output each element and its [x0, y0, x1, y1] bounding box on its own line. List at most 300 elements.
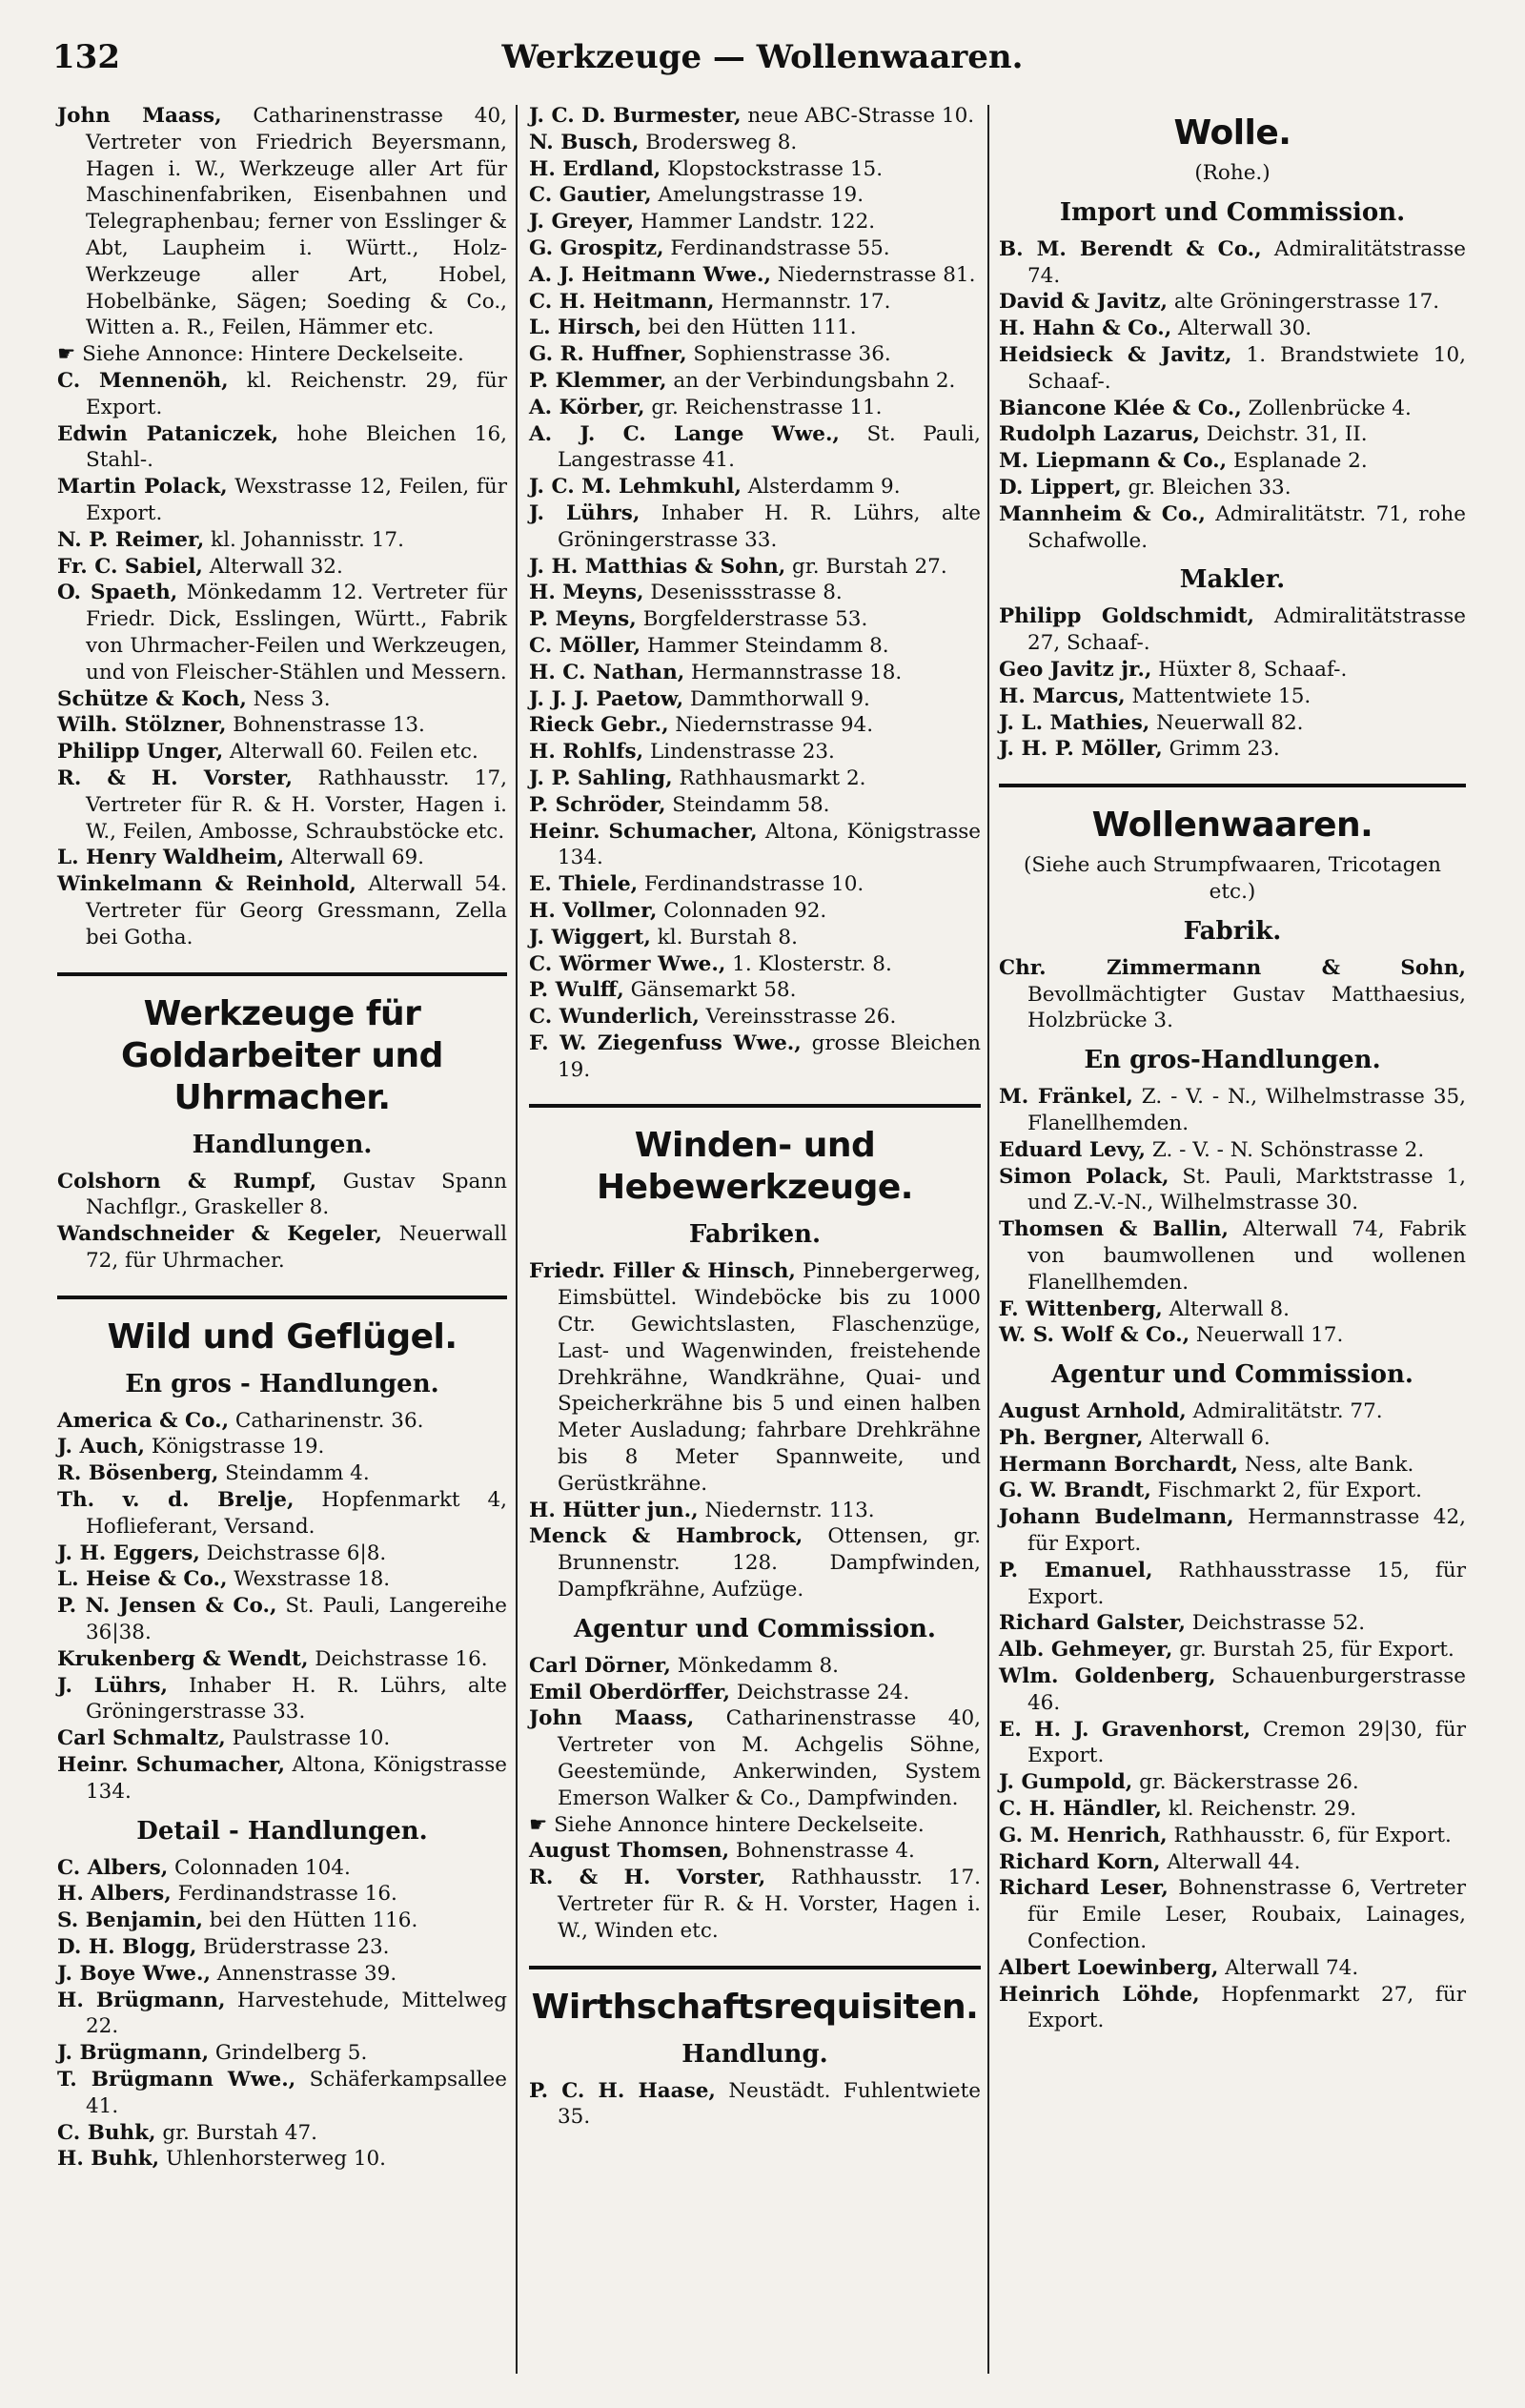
- directory-entry: [999, 448, 1466, 475]
- entry-details: Hopfenmarkt 4, Hoflieferant, Versand.: [86, 1488, 507, 1539]
- directory-entry: [529, 103, 981, 130]
- entry-name: H. Albers,: [57, 1882, 172, 1907]
- directory-entry: [999, 316, 1466, 342]
- entry-name: E. H. J. Gravenhorst,: [999, 1717, 1251, 1742]
- entry-details: Deichstrasse 6|8.: [199, 1541, 387, 1565]
- entry-name: P. Wulff,: [529, 978, 624, 1003]
- entry-name: C. H. Heitmann,: [529, 289, 715, 314]
- entry-name: Alb. Gehmeyer,: [999, 1638, 1173, 1663]
- entry-details: Bohnenstrasse 6, Vertreter für Emile Leser, Roubaix, Lainages, Confection.: [1027, 1876, 1466, 1954]
- subsection-heading: Handlung.: [681, 2039, 828, 2069]
- entry-name: A. Körber,: [529, 395, 645, 419]
- directory-entry: [57, 1541, 507, 1567]
- column-2: [529, 103, 981, 2131]
- column-divider: [516, 105, 518, 2374]
- entry-name: Geo Javitz jr.,: [999, 657, 1152, 682]
- directory-entry: [57, 1408, 507, 1435]
- directory-entry: [57, 765, 507, 845]
- entry-name: J. H. P. Möller,: [999, 737, 1163, 762]
- entry-details: Sophienstrasse 36.: [686, 342, 891, 367]
- directory-entry: [57, 1988, 507, 2041]
- entry-name: J. C. D. Burmester,: [529, 104, 742, 128]
- entry-name: J. P. Sahling,: [529, 765, 673, 790]
- entry-name: Eduard Levy,: [999, 1137, 1147, 1162]
- entry-details: Alterwall 54. Vertreter für Georg Gressmann, Zella bei Gotha.: [86, 872, 507, 949]
- directory-entry: [529, 395, 981, 421]
- directory-entry: [57, 1169, 507, 1222]
- entry-details: Fischmarkt 2, für Export.: [1150, 1479, 1422, 1503]
- directory-entry: [999, 421, 1466, 448]
- entry-name: Philipp Unger,: [57, 740, 224, 765]
- entry-name: J. Wiggert,: [529, 925, 651, 949]
- entry-details: Hopfenmarkt 27, für Export.: [1027, 1982, 1466, 2033]
- directory-entry: [529, 606, 981, 633]
- entry-details: Admiralitätstrasse 27, Schaaf-.: [1027, 604, 1466, 656]
- directory-entry: [57, 1855, 507, 1882]
- entry-details: kl. Reichenstr. 29, für Export.: [86, 368, 507, 419]
- entry-name: M. Fränkel,: [999, 1085, 1133, 1110]
- entry-details: Amelungstrasse 19.: [651, 183, 864, 208]
- directory-entry: [57, 1961, 507, 1988]
- directory-entry: [529, 1498, 981, 1524]
- entry-name: C. Mennenöh,: [57, 368, 229, 393]
- entry-name: H. Vollmer,: [529, 898, 658, 923]
- entry-details: an der Verbindungsbahn 2.: [666, 368, 956, 393]
- entry-details: Harvestehude, Mittelweg 22.: [86, 1988, 507, 2039]
- entry-name: H. Meyns,: [529, 581, 644, 605]
- entry-details: Z. - V. - N. Schönstrasse 2.: [1146, 1137, 1425, 1162]
- entry-details: Grindelberg 5.: [209, 2041, 368, 2066]
- entry-details: Admiralitätstr. 77.: [1186, 1399, 1383, 1424]
- directory-entry: [529, 1812, 981, 1839]
- entry-details: Hüxter 8, Schaaf-.: [1151, 657, 1348, 682]
- directory-entry: [529, 1258, 981, 1497]
- entry-details: Niedernstr. 113.: [698, 1498, 875, 1522]
- entry-name: Fr. C. Sabiel,: [57, 554, 203, 579]
- column-divider: [987, 105, 989, 2374]
- entry-details: Neuerwall 82.: [1149, 710, 1304, 735]
- directory-entry: [529, 819, 981, 872]
- directory-entry: [529, 1838, 981, 1865]
- entry-details: Deichstrasse 16.: [308, 1646, 488, 1671]
- directory-entry: [57, 527, 507, 554]
- entry-name: J. Greyer,: [529, 210, 635, 235]
- entry-details: 1. Brandstwiete 10, Schaaf-.: [1027, 342, 1466, 394]
- entry-details: Bohnenstrasse 13.: [226, 713, 425, 738]
- entry-details: Bevollmächtigter Gustav Matthaesius, Holzbrücke 3.: [1027, 982, 1466, 1033]
- directory-entry: [57, 474, 507, 527]
- entry-name: H. Hahn & Co.,: [999, 316, 1172, 341]
- subsection-heading: Makler.: [1179, 565, 1286, 595]
- directory-entry: [999, 1084, 1466, 1137]
- entry-details: Paulstrasse 10.: [225, 1726, 391, 1751]
- directory-entry: [57, 1934, 507, 1961]
- directory-entry: [999, 1610, 1466, 1637]
- section-note: (Siehe auch Strumpfwaaren, Tricotagen etc.): [1024, 853, 1441, 904]
- entry-name: P. Schröder,: [529, 792, 666, 817]
- directory-entry: [57, 2120, 507, 2147]
- directory-entry: [529, 289, 981, 316]
- entry-details: Klopstockstrasse 15.: [661, 156, 884, 181]
- directory-entry: [999, 1398, 1466, 1425]
- section-heading: Wirthschaftsrequisiten.: [531, 1987, 979, 2027]
- entry-details: Ottensen, gr. Brunnenstr. 128. Dampfwinden, Dampfkrähne, Aufzüge.: [558, 1524, 981, 1602]
- directory-entry: [999, 1137, 1466, 1164]
- entry-details: Pinnebergerweg, Eimsbüttel. Windeböcke bis zu 1000 Ctr. Gewichtslasten, Flaschenzüge, Last- und Wagenwinden, freistehende Drehkrähne, Wandkrähne, Quai- und Speicherkrähne bis 5 und einen halben Meter Ausladung; fahrbare Drehkrähne bis 8 Meter Spannweite, und Gerüstkrähne.: [558, 1259, 981, 1496]
- entry-details: Ferdinandstrasse 55.: [663, 235, 890, 260]
- section-heading: Wollenwaaren.: [1091, 806, 1373, 846]
- directory-entry: [57, 1221, 507, 1275]
- entry-details: Grimm 23.: [1162, 737, 1280, 762]
- entry-name: C. Buhk,: [57, 2120, 156, 2145]
- directory-entry: [529, 368, 981, 395]
- entry-details: Altona, Königstrasse 134.: [558, 819, 981, 870]
- entry-name: N. P. Reimer,: [57, 527, 205, 552]
- entry-name: Krukenberg & Wendt,: [57, 1646, 309, 1671]
- entry-name: H. Marcus,: [999, 684, 1126, 708]
- entry-details: Alterwall 60. Feilen etc.: [223, 740, 478, 765]
- entry-details: Catharinenstrasse 40, Vertreter von Friedrich Beyersmann, Hagen i. W., Werkzeuge aller Art für Maschinenfabriken, Eisenbahnen und Telegraphenbau; ferner von Esslinger & Abt, Laupheim i. Württ., Holz-Werkzeuge aller Art, Hobel, Hobelbänke, Sägen; Soeding & Co., Witten a. R., Feilen, Hämmer etc.: [86, 104, 507, 340]
- directory-entry: [999, 1164, 1466, 1217]
- entry-name: Edwin Pataniczek,: [57, 421, 279, 446]
- entry-name: Schütze & Koch,: [57, 686, 247, 711]
- directory-entry: [529, 792, 981, 819]
- directory-entry: [57, 580, 507, 685]
- subsection-heading: Import und Commission.: [1059, 197, 1406, 227]
- entry-details: gr. Burstah 25, für Export.: [1172, 1638, 1454, 1663]
- entry-details: St. Pauli, Marktstrasse 1, und Z.-V.-N., Wilhelmstrasse 30.: [1027, 1164, 1466, 1215]
- directory-entry: [57, 421, 507, 475]
- entry-details: Ferdinandstrasse 10.: [638, 872, 864, 897]
- directory-entry: [57, 1881, 507, 1908]
- entry-details: St. Pauli, Langereihe 36|38.: [86, 1594, 507, 1645]
- directory-entry: [529, 739, 981, 765]
- entry-details: neue ABC-Strasse 10.: [741, 104, 975, 128]
- section-heading: Werkzeuge für Goldarbeiter und Uhrmacher.: [121, 993, 443, 1117]
- entry-name: Richard Korn,: [999, 1849, 1161, 1874]
- directory-entry: [999, 1955, 1466, 1982]
- entry-details: Neuerwall 72, für Uhrmacher.: [86, 1222, 507, 1273]
- section-heading: Winden- und Hebewerkzeuge.: [597, 1126, 913, 1208]
- entry-details: kl. Reichenstr. 29.: [1162, 1797, 1357, 1822]
- entry-name: P. Klemmer,: [529, 368, 667, 393]
- directory-entry: [999, 501, 1466, 555]
- entry-name: Th. v. d. Brelje,: [57, 1488, 295, 1513]
- entry-name: P. Emanuel,: [999, 1558, 1153, 1582]
- entry-details: gr. Burstah 27.: [785, 554, 947, 579]
- directory-entry: [529, 156, 981, 183]
- directory-entry: [57, 1673, 507, 1726]
- entry-name: August Thomsen,: [529, 1839, 730, 1864]
- entry-name: H. Buhk,: [57, 2147, 160, 2172]
- entry-details: Desenissstrasse 8.: [643, 581, 843, 605]
- entry-details: Niedernstrasse 94.: [668, 713, 874, 738]
- directory-entry: [57, 341, 507, 368]
- entry-details: Annenstrasse 39.: [210, 1961, 397, 1986]
- entry-name: Heidsieck & Javitz,: [999, 342, 1232, 367]
- entry-name: J. L. Mathies,: [999, 710, 1150, 735]
- entry-name: P. N. Jensen & Co.,: [57, 1594, 277, 1619]
- entry-name: H. Rohlfs,: [529, 740, 644, 765]
- entry-details: Mattentwiete 15.: [1125, 684, 1312, 708]
- entry-name: Chr. Zimmermann & Sohn,: [999, 955, 1466, 980]
- entry-name: Wilh. Stölzner,: [57, 713, 227, 738]
- entry-name: J. H. Eggers,: [57, 1541, 200, 1565]
- entry-name: Carl Dörner,: [529, 1653, 671, 1678]
- entry-name: G. R. Huffner,: [529, 342, 687, 367]
- section-heading: Wolle.: [1173, 113, 1291, 153]
- directory-entry: [999, 396, 1466, 422]
- directory-entry: [57, 712, 507, 739]
- entry-name: L. Hirsch,: [529, 316, 642, 340]
- running-title: Werkzeuge — Wollenwaaren.: [501, 38, 1024, 76]
- entry-name: August Arnhold,: [999, 1399, 1187, 1424]
- entry-name: F. W. Ziegenfuss Wwe.,: [529, 1031, 802, 1055]
- entry-details: Alterwall 8.: [1162, 1296, 1290, 1321]
- directory-entry: [999, 236, 1466, 290]
- entry-name: L. Henry Waldheim,: [57, 846, 285, 870]
- entry-details: Deichstrasse 52.: [1185, 1611, 1366, 1636]
- entry-details: Dammthorwall 9.: [683, 686, 870, 711]
- directory-entry: [529, 686, 981, 713]
- entry-details: Zollenbrücke 4.: [1241, 396, 1412, 420]
- column-3: [999, 103, 1466, 2034]
- entry-name: J. Lührs,: [57, 1673, 169, 1698]
- directory-entry: [999, 657, 1466, 684]
- entry-details: Hermannstrasse 42, für Export.: [1027, 1505, 1467, 1557]
- entry-name: F. Wittenberg,: [999, 1296, 1163, 1321]
- section-note: (Rohe.): [1194, 161, 1271, 185]
- entry-name: Winkelmann & Reinhold,: [57, 872, 356, 897]
- directory-entry: [999, 475, 1466, 501]
- entry-name: N. Busch,: [529, 130, 640, 154]
- subsection-heading: Fabriken.: [688, 1220, 822, 1250]
- directory-entry: [999, 1796, 1466, 1823]
- directory-entry: [529, 765, 981, 792]
- entry-details: Niedernstrasse 81.: [770, 262, 976, 287]
- entry-details: Brüderstrasse 23.: [196, 1935, 390, 1960]
- entry-name: B. M. Berendt & Co.,: [999, 236, 1262, 261]
- directory-entry: [529, 633, 981, 660]
- entry-name: P. C. H. Haase,: [529, 2078, 716, 2103]
- entry-name: Wlm. Goldenberg,: [999, 1664, 1216, 1689]
- directory-entry: [57, 2067, 507, 2120]
- entry-details: Catharinenstr. 36.: [229, 1408, 424, 1433]
- directory-entry: [529, 341, 981, 368]
- entry-name: L. Heise & Co.,: [57, 1567, 228, 1592]
- entry-details: Cremon 29|30, für Export.: [1027, 1717, 1466, 1768]
- directory-entry: [57, 1566, 507, 1593]
- entry-name: Heinrich Löhde,: [999, 1982, 1200, 2007]
- entry-name: W. S. Wolf & Co.,: [999, 1323, 1190, 1348]
- directory-entry: [529, 235, 981, 262]
- entry-details: Ness 3.: [246, 686, 331, 711]
- entry-details: Alterwall 44.: [1160, 1849, 1301, 1874]
- directory-entry: [999, 1452, 1466, 1479]
- entry-details: ☛ Siehe Annonce: Hintere Deckelseite.: [57, 342, 464, 367]
- entry-name: C. Wörmer Wwe.,: [529, 951, 726, 976]
- directory-entry: [57, 1725, 507, 1752]
- directory-entry: [529, 1865, 981, 1944]
- directory-entry: [529, 977, 981, 1004]
- entry-name: Wandschneider & Kegeler,: [57, 1222, 382, 1247]
- entry-details: Hammer Steindamm 8.: [640, 633, 889, 658]
- entry-details: Colonnaden 104.: [168, 1855, 351, 1880]
- entry-name: Menck & Hambrock,: [529, 1524, 803, 1549]
- directory-entry: [57, 368, 507, 421]
- entry-details: ☛ Siehe Annonce hintere Deckelseite.: [529, 1812, 925, 1837]
- entry-name: J. Brügmann,: [57, 2041, 210, 2066]
- directory-entry: [529, 871, 981, 898]
- directory-entry: [57, 1593, 507, 1646]
- entry-name: M. Liepmann & Co.,: [999, 449, 1228, 474]
- directory-entry: [529, 898, 981, 925]
- entry-name: Simon Polack,: [999, 1164, 1169, 1189]
- entry-details: Wexstrasse 18.: [227, 1567, 391, 1592]
- entry-details: Schauenburgerstrasse 46.: [1027, 1664, 1466, 1715]
- entry-name: C. Möller,: [529, 633, 641, 658]
- entry-details: Neuerwall 17.: [1190, 1323, 1344, 1348]
- entry-name: R. & H. Vorster,: [57, 765, 294, 790]
- directory-entry: [57, 1487, 507, 1541]
- directory-entry: [529, 1705, 981, 1811]
- entry-details: Ferdinandstrasse 16.: [171, 1882, 397, 1907]
- directory-entry: [999, 1322, 1466, 1349]
- entry-details: Vereinsstrasse 26.: [699, 1005, 897, 1030]
- entry-details: Inhaber H. R. Lührs, alte Gröningerstrasse 33.: [558, 500, 981, 552]
- entry-details: Z. - V. - N., Wilhelmstrasse 35, Flanellhemden.: [1027, 1085, 1467, 1135]
- entry-details: gr. Reichenstrasse 11.: [644, 395, 883, 419]
- entry-name: Mannheim & Co.,: [999, 501, 1206, 526]
- directory-entry: [999, 1296, 1466, 1323]
- section-heading: Wild und Geflügel.: [107, 1316, 458, 1357]
- entry-name: Emil Oberdörffer,: [529, 1680, 731, 1704]
- directory-entry: [57, 1460, 507, 1487]
- directory-entry: [57, 103, 507, 341]
- directory-entry: [529, 421, 981, 475]
- directory-entry: [57, 554, 507, 581]
- entry-details: Alterwall 30.: [1171, 316, 1312, 341]
- section-rule: [529, 1966, 981, 1969]
- entry-name: Biancone Klée & Co.,: [999, 396, 1242, 420]
- entry-details: Steindamm 58.: [665, 792, 830, 817]
- entry-details: bei den Hütten 111.: [641, 316, 857, 340]
- entry-name: J. Auch,: [57, 1435, 145, 1459]
- entry-name: R. & H. Vorster,: [529, 1866, 766, 1890]
- entry-details: Mönkedamm 12. Vertreter für Friedr. Dick, Esslingen, Württ., Fabrik von Uhrmacher-Feilen und Werkzeugen, und von Fleischer-Stählen und Messern.: [86, 581, 507, 684]
- section-rule: [999, 784, 1466, 787]
- entry-name: A. J. C. Lange Wwe.,: [529, 421, 840, 446]
- entry-name: David & Javitz,: [999, 290, 1169, 315]
- entry-name: G. M. Henrich,: [999, 1823, 1168, 1847]
- entry-details: 1. Klosterstr. 8.: [725, 951, 892, 976]
- directory-entry: [529, 1004, 981, 1031]
- entry-name: D. Lippert,: [999, 475, 1122, 500]
- section-rule: [57, 1296, 507, 1299]
- entry-name: Martin Polack,: [57, 475, 228, 500]
- entry-name: T. Brügmann Wwe.,: [57, 2068, 296, 2092]
- directory-entry: [999, 736, 1466, 763]
- entry-details: Deichstrasse 24.: [730, 1680, 910, 1704]
- directory-entry: [57, 1646, 507, 1673]
- entry-name: America & Co.,: [57, 1408, 230, 1433]
- entry-name: Rudolph Lazarus,: [999, 422, 1200, 447]
- directory-entry: [529, 925, 981, 951]
- directory-entry: [999, 1663, 1466, 1717]
- directory-entry: [999, 710, 1466, 737]
- subsection-heading: Detail - Handlungen.: [136, 1816, 428, 1846]
- entry-details: Brodersweg 8.: [639, 130, 798, 154]
- entry-name: G. Grospitz,: [529, 235, 664, 260]
- directory-entry: [999, 1478, 1466, 1504]
- subsection-heading: En gros-Handlungen.: [1084, 1046, 1381, 1075]
- entry-name: S. Benjamin,: [57, 1908, 203, 1933]
- entry-details: Esplanade 2.: [1227, 449, 1368, 474]
- directory-entry: [529, 951, 981, 978]
- directory-entry: [529, 2078, 981, 2132]
- entry-details: Wexstrasse 12, Feilen, für Export.: [86, 475, 507, 525]
- directory-entry: [529, 474, 981, 500]
- entry-details: Altona, Königstrasse 134.: [86, 1753, 507, 1804]
- directory-entry: [999, 289, 1466, 316]
- entry-name: R. Bösenberg,: [57, 1461, 219, 1486]
- section-rule: [57, 972, 507, 976]
- directory-entry: [529, 130, 981, 156]
- entry-name: O. Spaeth,: [57, 581, 178, 605]
- directory-entry: [999, 955, 1466, 1034]
- entry-details: Catharinenstrasse 40, Vertreter von M. Achgelis Söhne, Geestemünde, Ankerwinden, System Emerson Walker & Co., Dampfwinden.: [558, 1706, 981, 1810]
- entry-details: kl. Johannisstr. 17.: [204, 527, 404, 552]
- section-rule: [529, 1104, 981, 1108]
- entry-name: Hermann Borchardt,: [999, 1452, 1239, 1477]
- entry-name: Thomsen & Ballin,: [999, 1217, 1229, 1242]
- directory-entry: [529, 712, 981, 739]
- entry-name: Heinr. Schumacher,: [529, 819, 758, 844]
- entry-details: Uhlenhorsterweg 10.: [159, 2147, 387, 2172]
- entry-details: Rathhausstrasse 15, für Export.: [1027, 1558, 1466, 1609]
- directory-entry: [999, 1875, 1466, 1954]
- subsection-heading: Agentur und Commission.: [1051, 1360, 1413, 1390]
- directory-entry: [529, 315, 981, 341]
- directory-entry: [999, 684, 1466, 710]
- entry-name: H. C. Nathan,: [529, 660, 685, 684]
- column-1: [57, 103, 507, 2173]
- directory-entry: [57, 1752, 507, 1806]
- entry-name: C. Albers,: [57, 1855, 169, 1880]
- directory-entry: [999, 1982, 1466, 2035]
- entry-details: Inhaber H. R. Lührs, alte Gröningerstrasse 33.: [86, 1673, 507, 1724]
- entry-details: bei den Hütten 116.: [202, 1908, 418, 1933]
- directory-entry: [57, 1908, 507, 1934]
- entry-name: Rieck Gebr.,: [529, 713, 669, 738]
- entry-details: Gänsemarkt 58.: [623, 978, 797, 1003]
- entry-name: Richard Galster,: [999, 1611, 1186, 1636]
- entry-name: Philipp Goldschmidt,: [999, 604, 1255, 629]
- entry-details: Bohnenstrasse 4.: [729, 1839, 915, 1864]
- directory-entry: [999, 1823, 1466, 1849]
- entry-details: Mönkedamm 8.: [670, 1653, 840, 1678]
- entry-name: John Maass,: [529, 1706, 695, 1731]
- directory-entry: [57, 871, 507, 950]
- entry-name: J. J. J. Paetow,: [529, 686, 684, 711]
- entry-details: Alterwall 74, Fabrik von baumwollenen und wollenen Flanellhemden.: [1027, 1217, 1466, 1295]
- entry-name: J. H. Matthias & Sohn,: [529, 554, 786, 579]
- entry-details: Rathhausstr. 17. Vertreter für R. & H. Vorster, Hagen i. W., Winden etc.: [558, 1866, 981, 1943]
- directory-entry: [529, 1680, 981, 1706]
- directory-entry: [529, 580, 981, 606]
- entry-details: Rathhausstr. 6, für Export.: [1167, 1823, 1452, 1847]
- entry-details: Lindenstrasse 23.: [643, 740, 835, 765]
